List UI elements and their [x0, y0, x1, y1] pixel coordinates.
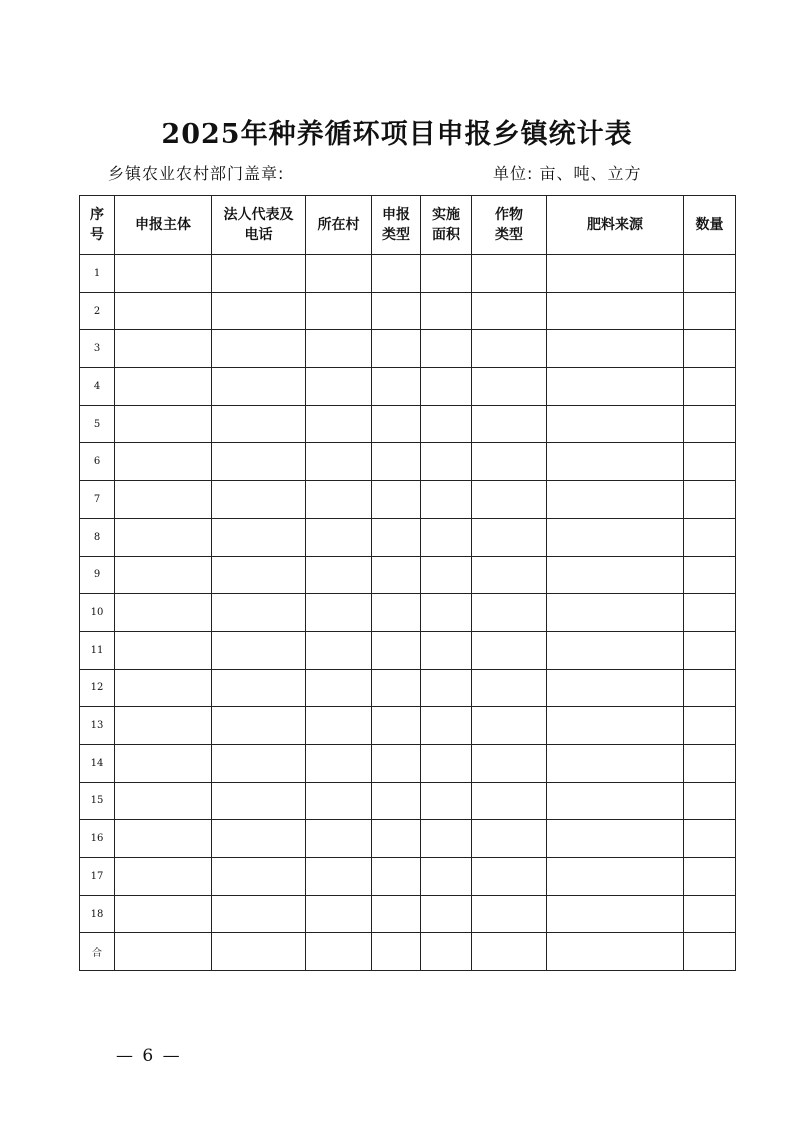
table-cell [421, 895, 472, 933]
table-row [80, 744, 736, 782]
table-cell [306, 481, 372, 519]
row-number: 1 [80, 255, 115, 293]
column-header [115, 196, 212, 255]
table-cell [421, 669, 472, 707]
table-row [80, 368, 736, 406]
table-cell [115, 744, 212, 782]
table-cell [372, 518, 421, 556]
table-cell [372, 782, 421, 820]
table-cell [306, 405, 372, 443]
table-cell [306, 443, 372, 481]
table-cell [372, 669, 421, 707]
table-cell [547, 669, 684, 707]
table-cell [472, 782, 547, 820]
table-cell [212, 255, 306, 293]
table-row [80, 556, 736, 594]
table-cell [306, 707, 372, 745]
column-header-line: 作物 [495, 207, 523, 223]
table-cell [306, 858, 372, 896]
table-cell [472, 744, 547, 782]
table-cell [372, 594, 421, 632]
table-cell [115, 481, 212, 519]
table-cell [212, 744, 306, 782]
column-header [306, 196, 372, 255]
table-cell [421, 631, 472, 669]
table-cell [472, 556, 547, 594]
table-cell [306, 669, 372, 707]
table-cell [421, 330, 472, 368]
table-cell [547, 518, 684, 556]
row-number: 14 [80, 744, 115, 782]
row-number: 12 [80, 669, 115, 707]
column-header-line: 类型 [495, 227, 523, 243]
table-cell [421, 858, 472, 896]
table-cell [306, 744, 372, 782]
table-cell [684, 820, 736, 858]
table-cell [306, 820, 372, 858]
table-cell [684, 782, 736, 820]
table-row [80, 330, 736, 368]
table-cell [115, 707, 212, 745]
row-number: 16 [80, 820, 115, 858]
table-cell [372, 330, 421, 368]
table-cell [421, 481, 472, 519]
row-number: 合 [80, 933, 115, 971]
table-cell [421, 368, 472, 406]
table-cell [212, 556, 306, 594]
row-number: 15 [80, 782, 115, 820]
table-cell [421, 782, 472, 820]
page-number: — 6 — [116, 1046, 182, 1066]
column-header-line: 申报主体 [135, 217, 191, 233]
table-cell [472, 669, 547, 707]
table-cell [372, 820, 421, 858]
table-cell [684, 858, 736, 896]
table-cell [306, 255, 372, 293]
table-cell [372, 744, 421, 782]
table-cell [306, 368, 372, 406]
table-cell [212, 292, 306, 330]
table-cell [306, 330, 372, 368]
column-header-line: 所在村 [317, 217, 360, 233]
column-header-line: 序 [90, 207, 104, 223]
table-row [80, 669, 736, 707]
table-cell [421, 556, 472, 594]
table-cell [212, 330, 306, 368]
table-cell [547, 631, 684, 669]
table-row [80, 858, 736, 896]
table-cell [115, 405, 212, 443]
table-cell [306, 556, 372, 594]
table-cell [115, 518, 212, 556]
table-cell [547, 707, 684, 745]
table-cell [684, 707, 736, 745]
table-row [80, 594, 736, 632]
table-cell [115, 782, 212, 820]
table-row [80, 631, 736, 669]
table-cell [115, 820, 212, 858]
table-cell [472, 330, 547, 368]
table-row [80, 895, 736, 933]
column-header [684, 196, 736, 255]
table-cell [212, 443, 306, 481]
column-header-line: 类型 [382, 227, 410, 243]
table-cell [421, 292, 472, 330]
table-cell [115, 594, 212, 632]
table-cell [212, 518, 306, 556]
row-number: 10 [80, 594, 115, 632]
row-number: 13 [80, 707, 115, 745]
table-cell [372, 895, 421, 933]
table-cell [547, 368, 684, 406]
table-cell [421, 405, 472, 443]
table-cell [684, 518, 736, 556]
table-cell [372, 255, 421, 293]
table-cell [306, 933, 372, 971]
column-header [472, 196, 547, 255]
table-cell [372, 556, 421, 594]
table-cell [684, 594, 736, 632]
row-number: 2 [80, 292, 115, 330]
table-cell [212, 820, 306, 858]
table-cell [306, 631, 372, 669]
table-cell [306, 292, 372, 330]
table-cell [372, 933, 421, 971]
table-row [80, 481, 736, 519]
row-number: 11 [80, 631, 115, 669]
table-row [80, 707, 736, 745]
table-cell [421, 933, 472, 971]
table-cell [212, 405, 306, 443]
row-number: 18 [80, 895, 115, 933]
document-title: 2025年种养循环项目申报乡镇统计表 [161, 119, 633, 150]
table-cell [372, 368, 421, 406]
table-header-row [80, 196, 736, 255]
table-cell [547, 556, 684, 594]
table-row [80, 820, 736, 858]
table-cell [212, 669, 306, 707]
table-cell [547, 744, 684, 782]
table-row [80, 782, 736, 820]
table-cell [547, 255, 684, 293]
table-cell [547, 858, 684, 896]
table-row [80, 518, 736, 556]
table-cell [684, 744, 736, 782]
table-cell [115, 443, 212, 481]
row-number: 17 [80, 858, 115, 896]
table-cell [421, 707, 472, 745]
table-cell [547, 895, 684, 933]
table-cell [372, 707, 421, 745]
row-number: 4 [80, 368, 115, 406]
table-cell [115, 858, 212, 896]
table-cell [115, 255, 212, 293]
table-cell [115, 556, 212, 594]
table-cell [472, 443, 547, 481]
table-cell [684, 405, 736, 443]
column-header [547, 196, 684, 255]
table-cell [547, 481, 684, 519]
column-header-line: 申报 [382, 207, 410, 223]
column-header-line: 数量 [695, 217, 724, 233]
column-header-line: 法人代表及 [223, 207, 294, 223]
table-cell [115, 292, 212, 330]
table-cell [472, 481, 547, 519]
table-cell [684, 368, 736, 406]
table-cell [115, 368, 212, 406]
column-header-line: 肥料来源 [587, 217, 643, 233]
table-cell [115, 631, 212, 669]
table-cell [684, 895, 736, 933]
statistics-table [79, 195, 736, 971]
table-cell [212, 782, 306, 820]
table-cell [306, 782, 372, 820]
table-cell [421, 518, 472, 556]
unit-label: 单位: 亩、吨、立方 [493, 164, 642, 183]
table-cell [472, 594, 547, 632]
table-cell [306, 594, 372, 632]
table-cell [472, 405, 547, 443]
table-cell [115, 933, 212, 971]
table-cell [547, 594, 684, 632]
table-cell [212, 481, 306, 519]
table-cell [421, 443, 472, 481]
table-cell [684, 556, 736, 594]
table-cell [472, 368, 547, 406]
column-header-line: 号 [90, 227, 104, 243]
table-cell [547, 330, 684, 368]
table-cell [684, 255, 736, 293]
table-cell [472, 820, 547, 858]
table-cell [684, 443, 736, 481]
table-cell [472, 707, 547, 745]
table-cell [372, 443, 421, 481]
column-header-line: 实施 [432, 207, 460, 223]
table-row [80, 443, 736, 481]
column-header [80, 196, 115, 255]
table-cell [472, 518, 547, 556]
table-cell [212, 895, 306, 933]
table-row [80, 405, 736, 443]
column-header [212, 196, 306, 255]
table-cell [421, 255, 472, 293]
table-cell [547, 782, 684, 820]
table-cell [115, 330, 212, 368]
row-number: 9 [80, 556, 115, 594]
table-cell [306, 895, 372, 933]
table-cell [115, 895, 212, 933]
table-row [80, 292, 736, 330]
column-header [372, 196, 421, 255]
table-cell [212, 368, 306, 406]
row-number: 7 [80, 481, 115, 519]
table-cell [472, 858, 547, 896]
table-cell [212, 858, 306, 896]
row-number: 6 [80, 443, 115, 481]
table-cell [421, 744, 472, 782]
table-cell [472, 631, 547, 669]
table-cell [421, 820, 472, 858]
table-cell [212, 707, 306, 745]
table-cell [472, 255, 547, 293]
table-cell [372, 858, 421, 896]
column-header-line: 面积 [432, 227, 460, 243]
table-cell [547, 292, 684, 330]
table-cell [212, 933, 306, 971]
row-number: 5 [80, 405, 115, 443]
table-cell [684, 669, 736, 707]
column-header [421, 196, 472, 255]
table-body [80, 255, 736, 971]
table-cell [547, 443, 684, 481]
table-cell [372, 292, 421, 330]
row-number: 3 [80, 330, 115, 368]
table-cell [547, 820, 684, 858]
table-cell [684, 292, 736, 330]
stamp-label: 乡镇农业农村部门盖章: [108, 164, 285, 183]
table-cell [472, 933, 547, 971]
table-cell [684, 330, 736, 368]
table-cell [547, 405, 684, 443]
table-cell [684, 631, 736, 669]
table-cell [684, 933, 736, 971]
table-cell [421, 594, 472, 632]
table-cell [472, 292, 547, 330]
table-cell [684, 481, 736, 519]
table-cell [212, 594, 306, 632]
table-cell [372, 631, 421, 669]
table-row [80, 255, 736, 293]
table-cell [472, 895, 547, 933]
table-cell [212, 631, 306, 669]
table-cell [547, 933, 684, 971]
row-number: 8 [80, 518, 115, 556]
table-cell [372, 481, 421, 519]
table-cell [372, 405, 421, 443]
table-cell [115, 669, 212, 707]
table-row [80, 933, 736, 971]
table-cell [306, 518, 372, 556]
column-header-line: 电话 [244, 227, 273, 243]
